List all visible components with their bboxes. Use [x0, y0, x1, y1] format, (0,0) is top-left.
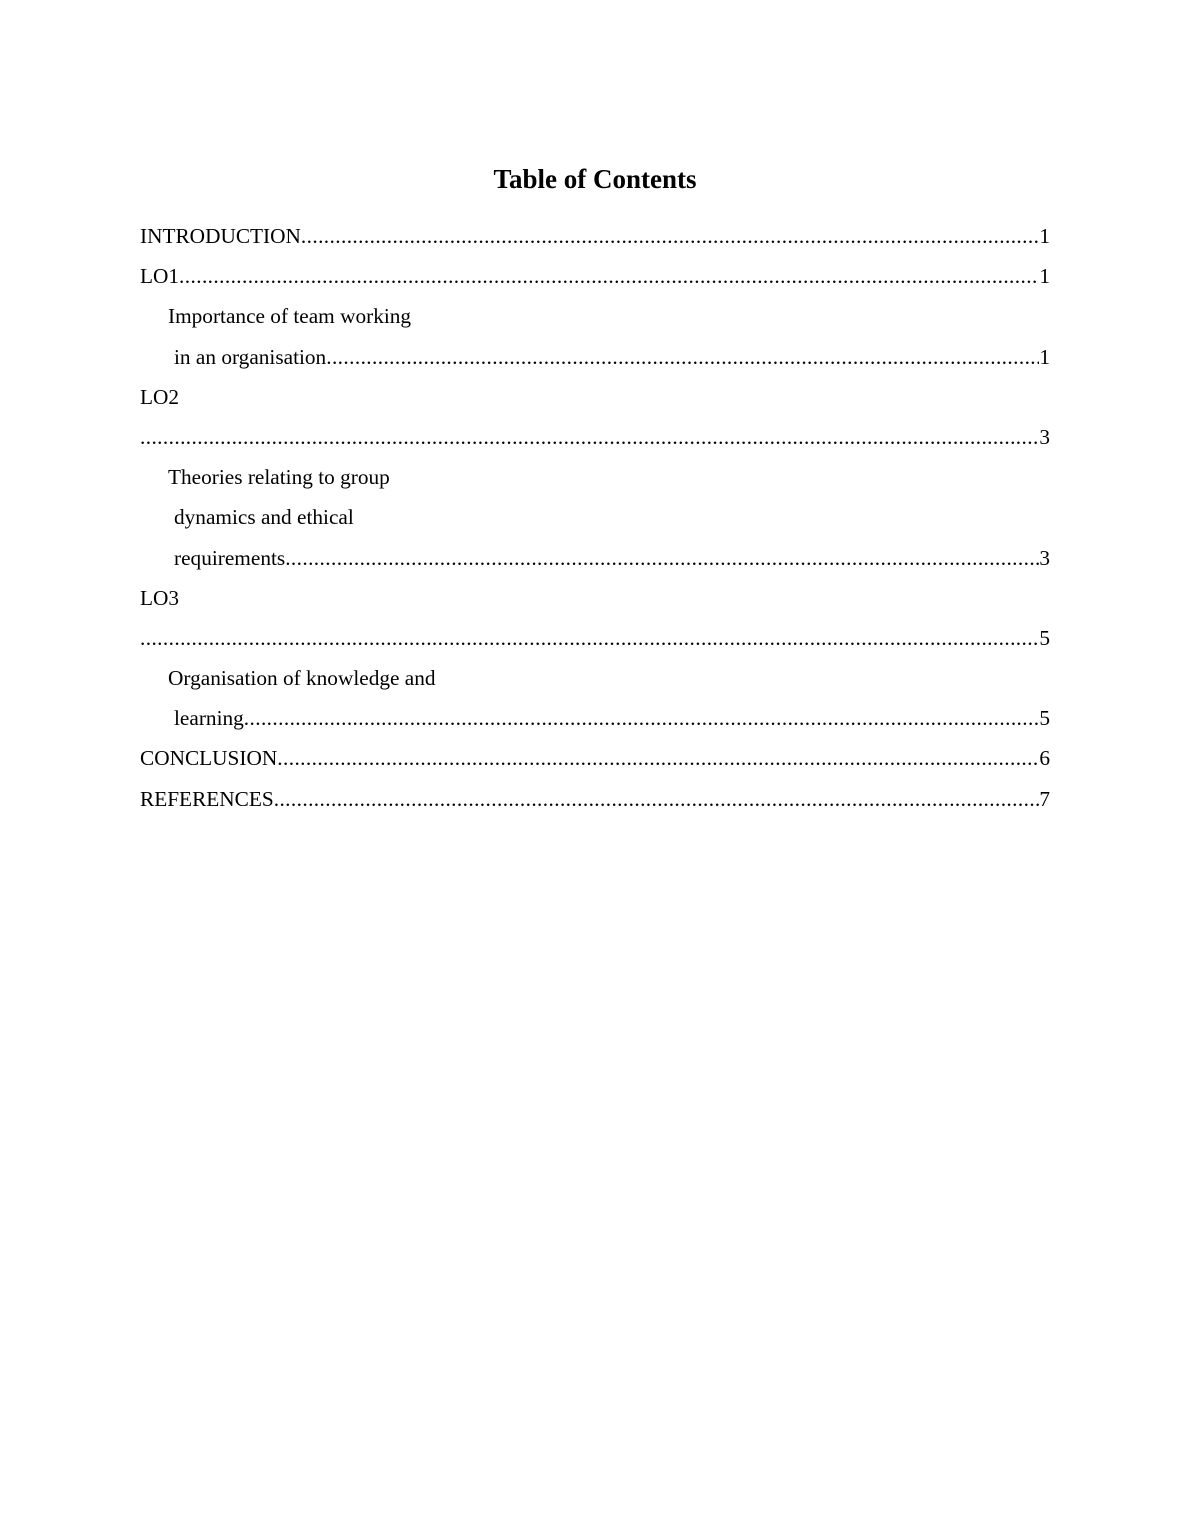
toc-entry-text: LO3 — [140, 585, 180, 610]
dot-leader — [301, 218, 1039, 254]
toc-entry-text: INTRODUCTION — [140, 224, 301, 248]
toc-entry-text: learning — [174, 706, 244, 731]
dot-leader — [277, 740, 1039, 776]
toc-entry-theories-line2[interactable] — [140, 499, 1050, 539]
toc-page-number: 1 — [1039, 224, 1050, 248]
toc-entry-conclusion[interactable] — [140, 740, 1050, 780]
toc-entry-theories-line1[interactable] — [140, 459, 1050, 499]
toc-entry-text: LO1 — [140, 264, 180, 289]
dot-leader — [140, 419, 1039, 455]
toc-page-number: 5 — [1039, 706, 1050, 731]
dot-leader — [244, 700, 1040, 736]
toc-entry-text: Organisation of knowledge and — [168, 666, 436, 691]
toc-title: Table of Contents — [493, 164, 697, 194]
toc-entry-text: LO2 — [140, 384, 180, 409]
toc-list — [140, 218, 1050, 821]
toc-page-number: 3 — [1039, 424, 1050, 449]
toc-entry-text: in an organisation — [174, 344, 327, 369]
toc-page-number: 6 — [1039, 746, 1050, 771]
toc-entry-text: REFERENCES — [140, 786, 274, 811]
dot-leader — [285, 540, 1039, 576]
toc-entry-lo3[interactable] — [140, 580, 1050, 620]
dot-leader — [140, 620, 1039, 656]
toc-page-number: 5 — [1039, 625, 1050, 650]
toc-entry-text: Importance of team working — [168, 304, 412, 329]
toc-entry-text: CONCLUSION — [140, 746, 278, 771]
toc-entry-organisation-line2[interactable] — [140, 700, 1050, 740]
toc-entry-lo2-leader[interactable] — [140, 419, 1050, 459]
toc-entry-text: requirements — [174, 545, 286, 570]
dot-leader — [179, 258, 1039, 294]
toc-entry-importance-line1[interactable] — [140, 298, 1050, 338]
toc-entry-lo1[interactable] — [140, 258, 1050, 298]
dot-leader — [326, 339, 1039, 375]
toc-entry-lo2[interactable] — [140, 379, 1050, 419]
toc-page-number: 1 — [1039, 344, 1050, 369]
toc-page-number: 3 — [1039, 545, 1050, 570]
toc-entry-lo3-leader[interactable] — [140, 620, 1050, 660]
toc-page-number: 1 — [1039, 264, 1050, 289]
toc-entry-theories-line3[interactable] — [140, 540, 1050, 580]
toc-entry-text: Theories relating to group — [168, 465, 390, 490]
toc-page-number: 7 — [1039, 786, 1050, 811]
toc-entry-text: dynamics and ethical — [174, 505, 354, 530]
toc-entry-introduction[interactable] — [140, 218, 1050, 258]
dot-leader — [274, 781, 1040, 817]
toc-entry-references[interactable] — [140, 781, 1050, 821]
toc-entry-organisation-line1[interactable] — [140, 660, 1050, 700]
toc-entry-importance-line2[interactable] — [140, 339, 1050, 379]
